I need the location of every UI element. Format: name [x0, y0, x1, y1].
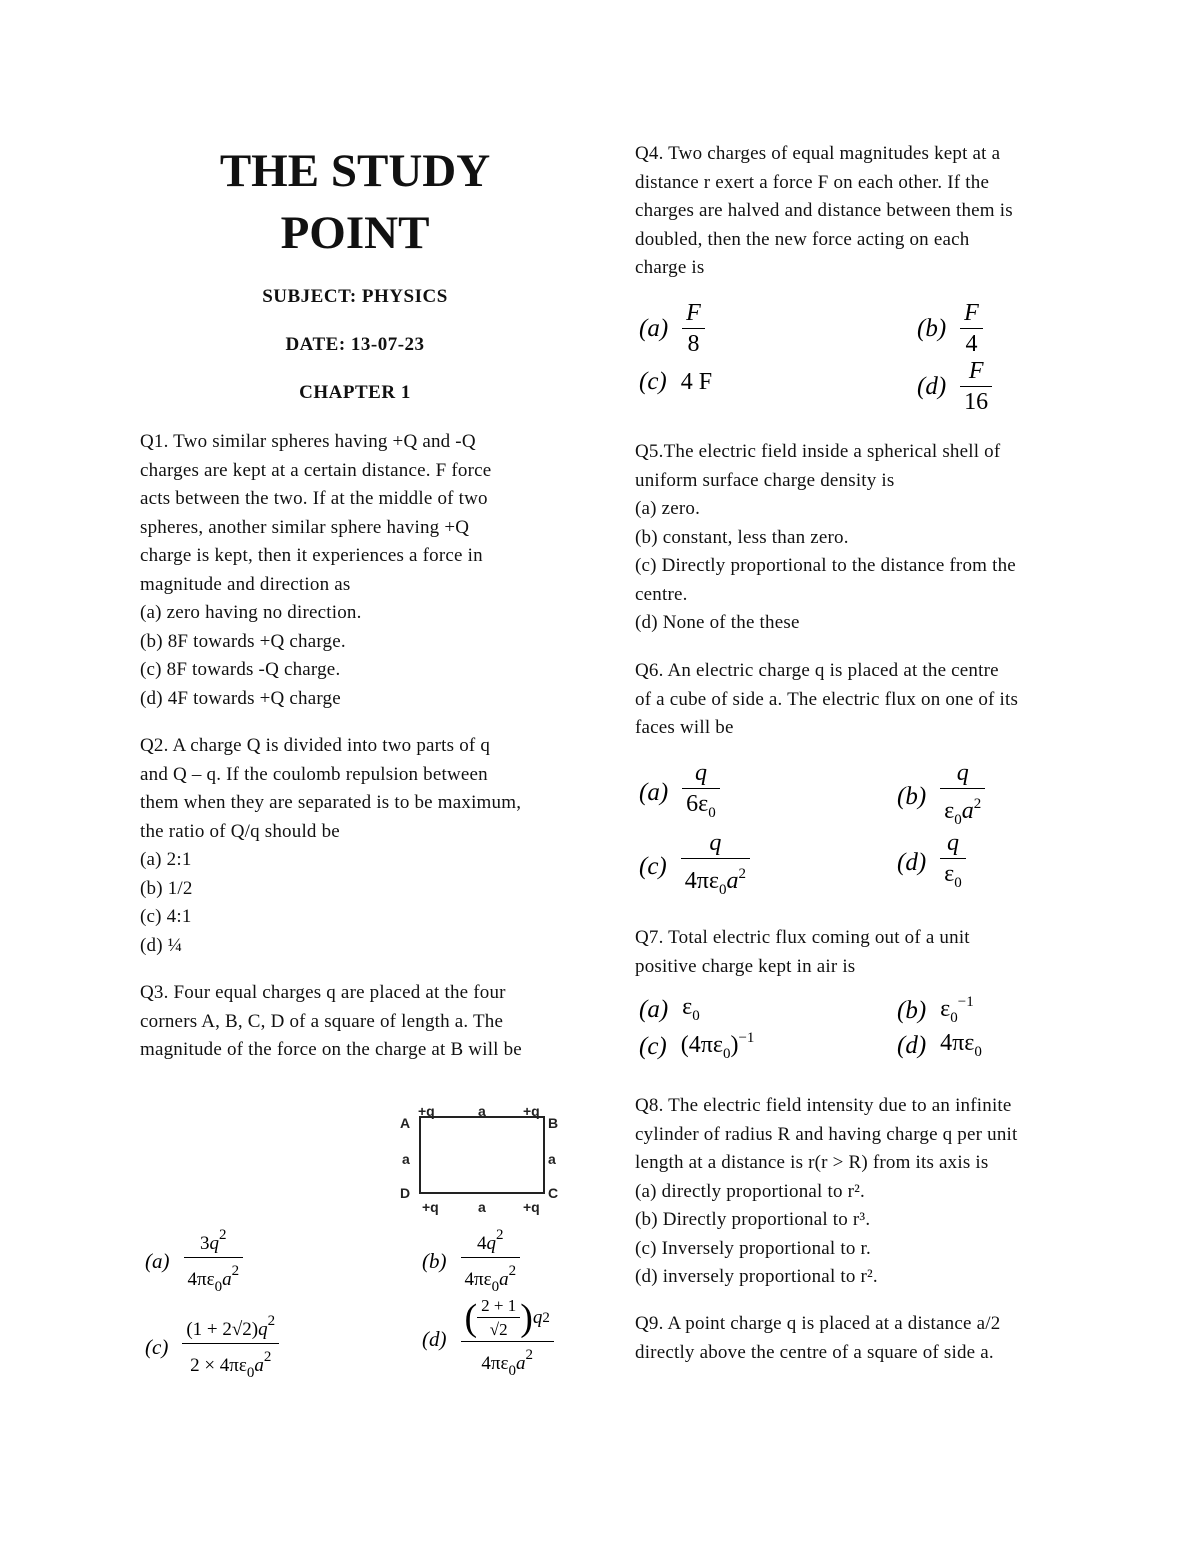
q8-option-d: (d) inversely proportional to r². [635, 1266, 878, 1287]
q6-option-d: (d) $\frac{q}{\varepsilon_0}$ [897, 830, 966, 896]
q6-label-d: (d) [897, 849, 927, 876]
q6-label-a: (a) [639, 779, 669, 806]
bottom-right-charge: +q [523, 1199, 540, 1215]
q2-line: Q2. A charge Q is divided into two parts of q [140, 735, 491, 756]
q6-option-b: (b) $\frac{q}{\varepsilon_0a^2}$ [897, 760, 985, 833]
q3-line: corners A, B, C, D of a square of length a. The [140, 1010, 504, 1032]
bottom-side-label: a [478, 1199, 486, 1215]
title-line-1: THE STUDY [219, 145, 491, 197]
q7-option-c: (c) $(4\pi\varepsilon_0)^{-1}$ [639, 1030, 755, 1062]
corner-b-label: B [548, 1115, 559, 1131]
subject-line: SUBJECT: PHYSICS [262, 286, 448, 307]
q4-label-b: (b) [917, 314, 947, 342]
question-8 [635, 1092, 1075, 1292]
q3-option-d [422, 1296, 554, 1382]
q7-option-a: (a) $\varepsilon_0$ [639, 994, 700, 1024]
q9-line: Q9. A point charge q is placed at a distance a/2 [635, 1313, 1001, 1334]
q2-line: and Q – q. If the coulomb repulsion between [140, 763, 488, 785]
top-left-charge: +q [418, 1103, 435, 1119]
q1-line: charges are kept at a certain distance. F force [140, 459, 492, 481]
q3-line: magnitude of the force on the charge at B will be [140, 1039, 522, 1060]
question-1 [140, 428, 570, 713]
q6-label-b: (b) [897, 782, 927, 810]
q6-label-c: (c) [639, 852, 667, 880]
q3-label-b: (b) [422, 1248, 447, 1273]
q4-line: charges are halved and distance between them is [635, 200, 1013, 221]
q1-option-c: (c) 8F towards -Q charge. [140, 659, 341, 680]
q4-options [635, 296, 1075, 416]
q8-option-c: (c) Inversely proportional to r. [635, 1237, 871, 1259]
q5-option-b: (b) constant, less than zero. [635, 526, 849, 548]
q3-label-c: (c) [145, 1334, 169, 1359]
question-4 [635, 140, 1075, 283]
q5-option-a: (a) zero. [635, 498, 701, 519]
q6-options [635, 758, 1075, 898]
q4-option-c-value: 4 F [680, 368, 713, 395]
q4-label-c: (c) [639, 368, 667, 395]
q7-options [635, 992, 1075, 1068]
q3-option-b-formula: $\frac{4q^2}{4\pi\varepsilon_0a^2}$ [461, 1224, 521, 1298]
title-line-2: POINT [280, 207, 430, 259]
q3-option-b [422, 1224, 520, 1298]
question-7 [635, 924, 1075, 981]
q6-line: of a cube of side a. The electric flux on one of its [635, 688, 1019, 710]
q4-option-b: (b) $\frac{F}{4}$ [917, 300, 983, 357]
date-line: DATE: 13-07-23 [285, 334, 425, 355]
q5-line: Q5.The electric field inside a spherical shell of [635, 441, 1001, 462]
q7-option-d: (d) $4\pi\varepsilon_0$ [897, 1030, 982, 1060]
q4-line: doubled, then the new force acting on each [635, 228, 970, 250]
bottom-left-charge: +q [422, 1199, 439, 1215]
q3-option-c-formula: $\frac{(1 + 2√2)q^2}{2 \times 4\pi\varepsilon_0a^2}$ [182, 1310, 279, 1384]
q4-line: charge is [635, 257, 705, 278]
left-side-label: a [402, 1151, 410, 1167]
q4-line: distance r exert a force F on each other. If the [635, 171, 990, 193]
q6-line: Q6. An electric charge q is placed at the centre [635, 660, 999, 681]
q6-option-a: (a) $\frac{q}{6\varepsilon_0}$ [639, 760, 720, 826]
q1-line: magnitude and direction as [140, 573, 351, 595]
chapter-line: CHAPTER 1 [299, 382, 411, 403]
q7-label-c: (c) [639, 1032, 667, 1060]
q3-label-d: (d) [422, 1326, 447, 1351]
q3-option-c [145, 1310, 279, 1384]
q9-line: directly above the centre of a square of side a. [635, 1341, 994, 1363]
question-9 [635, 1310, 1075, 1367]
q2-line: the ratio of Q/q should be [140, 820, 340, 842]
q1-line: charge is kept, then it experiences a force in [140, 545, 483, 566]
q3-option-a [145, 1224, 243, 1298]
question-5 [635, 438, 1075, 638]
q4-line: Q4. Two charges of equal magnitudes kept at a [635, 143, 1001, 164]
q7-option-b: (b) $\varepsilon_0^{-1}$ [897, 994, 974, 1026]
q8-option-a: (a) directly proportional to r². [635, 1180, 865, 1202]
q3-line: Q3. Four equal charges q are placed at the four [140, 982, 506, 1003]
square-charges-diagram [250, 1094, 590, 1224]
q3-options [140, 1222, 580, 1381]
corner-d-label: D [400, 1185, 411, 1201]
page-title [140, 140, 570, 264]
q5-option-d: (d) None of the these [635, 612, 800, 633]
q7-label-a: (a) [639, 995, 669, 1023]
q8-line: length at a distance is r(r > R) from its axis is [635, 1152, 989, 1173]
q2-option-a: (a) 2:1 [140, 849, 192, 870]
corner-c-label: C [548, 1185, 559, 1201]
q2-line: them when they are separated is to be maximum, [140, 792, 522, 813]
q2-option-d: (d) ¼ [140, 934, 183, 956]
q4-label-a: (a) [639, 314, 669, 342]
square-outline [420, 1117, 544, 1193]
q1-line: acts between the two. If at the middle of two [140, 488, 488, 509]
q5-option-c: (c) Directly proportional to the distance from the [635, 555, 1016, 576]
q4-option-d: (d) $\frac{F}{16}$ [917, 358, 992, 415]
q7-label-b: (b) [897, 996, 927, 1024]
q6-option-c: (c) $\frac{q}{4\pi\varepsilon_0a^2}$ [639, 830, 750, 903]
q4-label-d: (d) [917, 372, 947, 400]
q8-line: cylinder of radius R and having charge q per unit [635, 1123, 1018, 1145]
q7-line: positive charge kept in air is [635, 955, 856, 977]
q7-line: Q7. Total electric flux coming out of a unit [635, 927, 970, 948]
q3-label-a: (a) [145, 1248, 170, 1273]
q2-option-c: (c) 4:1 [140, 906, 192, 927]
q3-option-a-formula: $\frac{3q^2}{4\pi\varepsilon_0a^2}$ [184, 1224, 244, 1298]
top-side-label: a [478, 1103, 486, 1119]
q1-line: Q1. Two similar spheres having +Q and -Q [140, 431, 476, 452]
right-side-label: a [548, 1151, 556, 1167]
q4-option-c [639, 368, 712, 396]
q3-option-d-formula: ( $\frac{2 + 1}{√2}$ ) q 2 $4\pi\varepsilon_0a^2$ [461, 1296, 554, 1382]
corner-a-label: A [400, 1115, 411, 1131]
q8-option-b: (b) Directly proportional to r³. [635, 1209, 871, 1230]
q5-line: uniform surface charge density is [635, 469, 895, 491]
q1-option-a: (a) zero having no direction. [140, 602, 362, 623]
q1-option-b: (b) 8F towards +Q charge. [140, 630, 346, 652]
question-3 [140, 979, 570, 1065]
q1-option-d: (d) 4F towards +Q charge [140, 687, 341, 709]
question-2 [140, 732, 570, 960]
q7-label-d: (d) [897, 1031, 927, 1059]
q8-line: Q8. The electric field intensity due to an infinite [635, 1095, 1012, 1116]
top-right-charge: +q [523, 1103, 540, 1119]
q2-option-b: (b) 1/2 [140, 877, 193, 899]
question-6 [635, 657, 1075, 743]
q6-line: faces will be [635, 717, 734, 738]
q5-option-c-cont: centre. [635, 583, 688, 605]
q4-option-a: (a) $\frac{F}{8}$ [639, 300, 705, 357]
q1-line: spheres, another similar sphere having +Q [140, 516, 470, 538]
